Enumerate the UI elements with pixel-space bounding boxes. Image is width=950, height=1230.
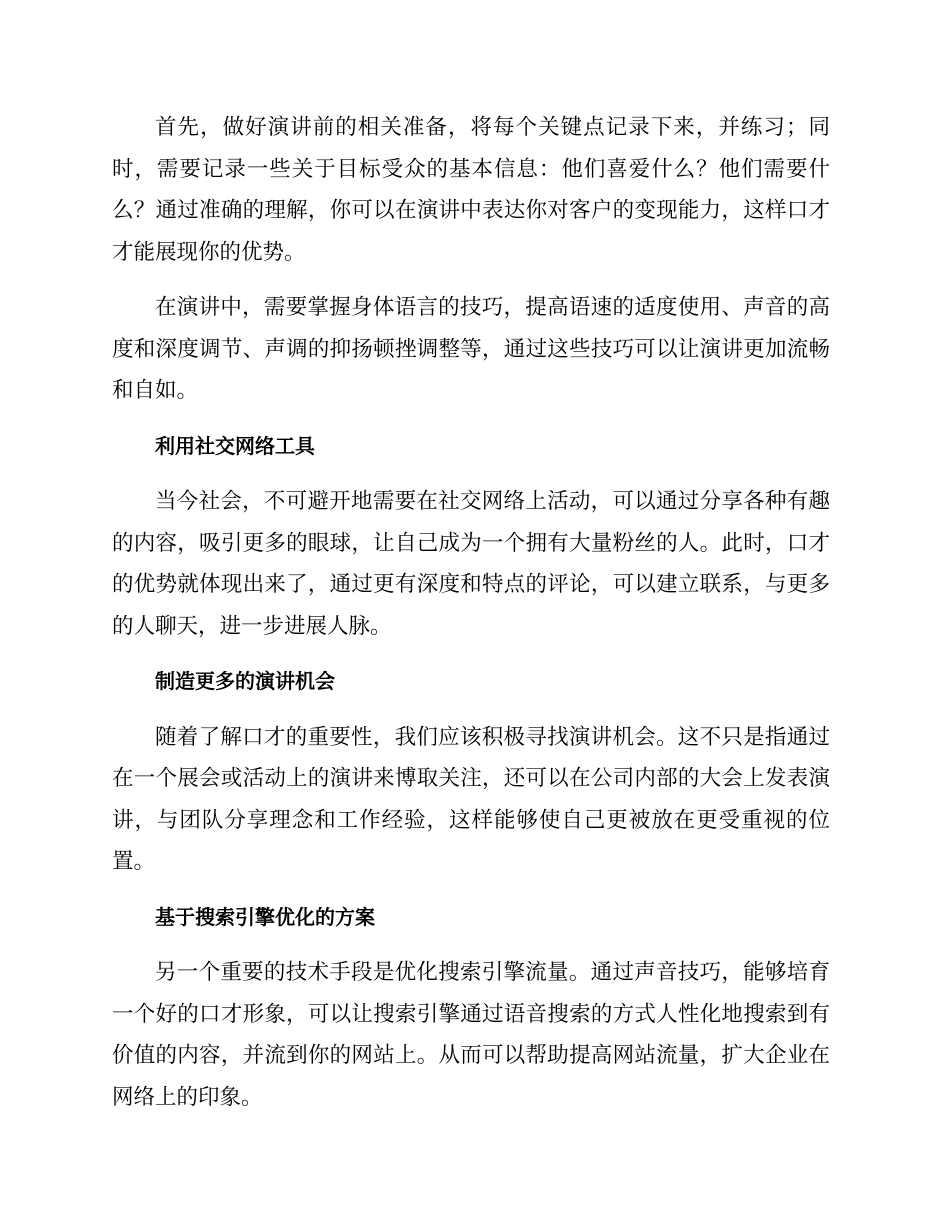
- document-body: [112, 107, 830, 1132]
- paragraph-speech-opportunities: 随着了解口才的重要性，我们应该积极寻找演讲机会。这不只是指通过在一个展会或活动上的演讲来博取关注，还可以在公司内部的大会上发表演讲，与团队分享理念和工作经验，这样能够使自己更被放在更受重视的位置。: [112, 724, 830, 874]
- paragraph-preparation: 首先，做好演讲前的相关准备，将每个关键点记录下来，并练习；同时，需要记录一些关于目标受众的基本信息：他们喜爱什么？他们需要什么？通过准确的理解，你可以在演讲中表达你对客户的变现能力，这样口才才能展现你的优势。: [112, 115, 830, 265]
- section-heading-seo: 基于搜索引擎优化的方案: [155, 904, 375, 929]
- section-heading-speech-opportunities: 制造更多的演讲机会: [155, 669, 335, 693]
- section-heading-social-network: 利用社交网络工具: [155, 433, 315, 458]
- paragraph-seo: 另一个重要的技术手段是优化搜索引擎流量。通过声音技巧，能够培育一个好的口才形象，可以让搜索引擎通过语音搜索的方式人性化地搜索到有价值的内容，并流到你的网站上。从而可以帮助提高网站流量，扩大企业在网络上的印象。: [112, 960, 830, 1110]
- paragraph-social-network: 当今社会，不可避开地需要在社交网络上活动，可以通过分享各种有趣的内容，吸引更多的眼球，让自己成为一个拥有大量粉丝的人。此时，口才的优势就体现出来了，通过更有深度和特点的评论，可以建立联系，与更多的人聊天，进一步进展人脉。: [112, 489, 830, 639]
- paragraph-body-language: 在演讲中，需要掌握身体语言的技巧，提高语速的适度使用、声音的高度和深度调节、声调的抑扬顿挫调整等，通过这些技巧可以让演讲更加流畅和自如。: [112, 295, 830, 403]
